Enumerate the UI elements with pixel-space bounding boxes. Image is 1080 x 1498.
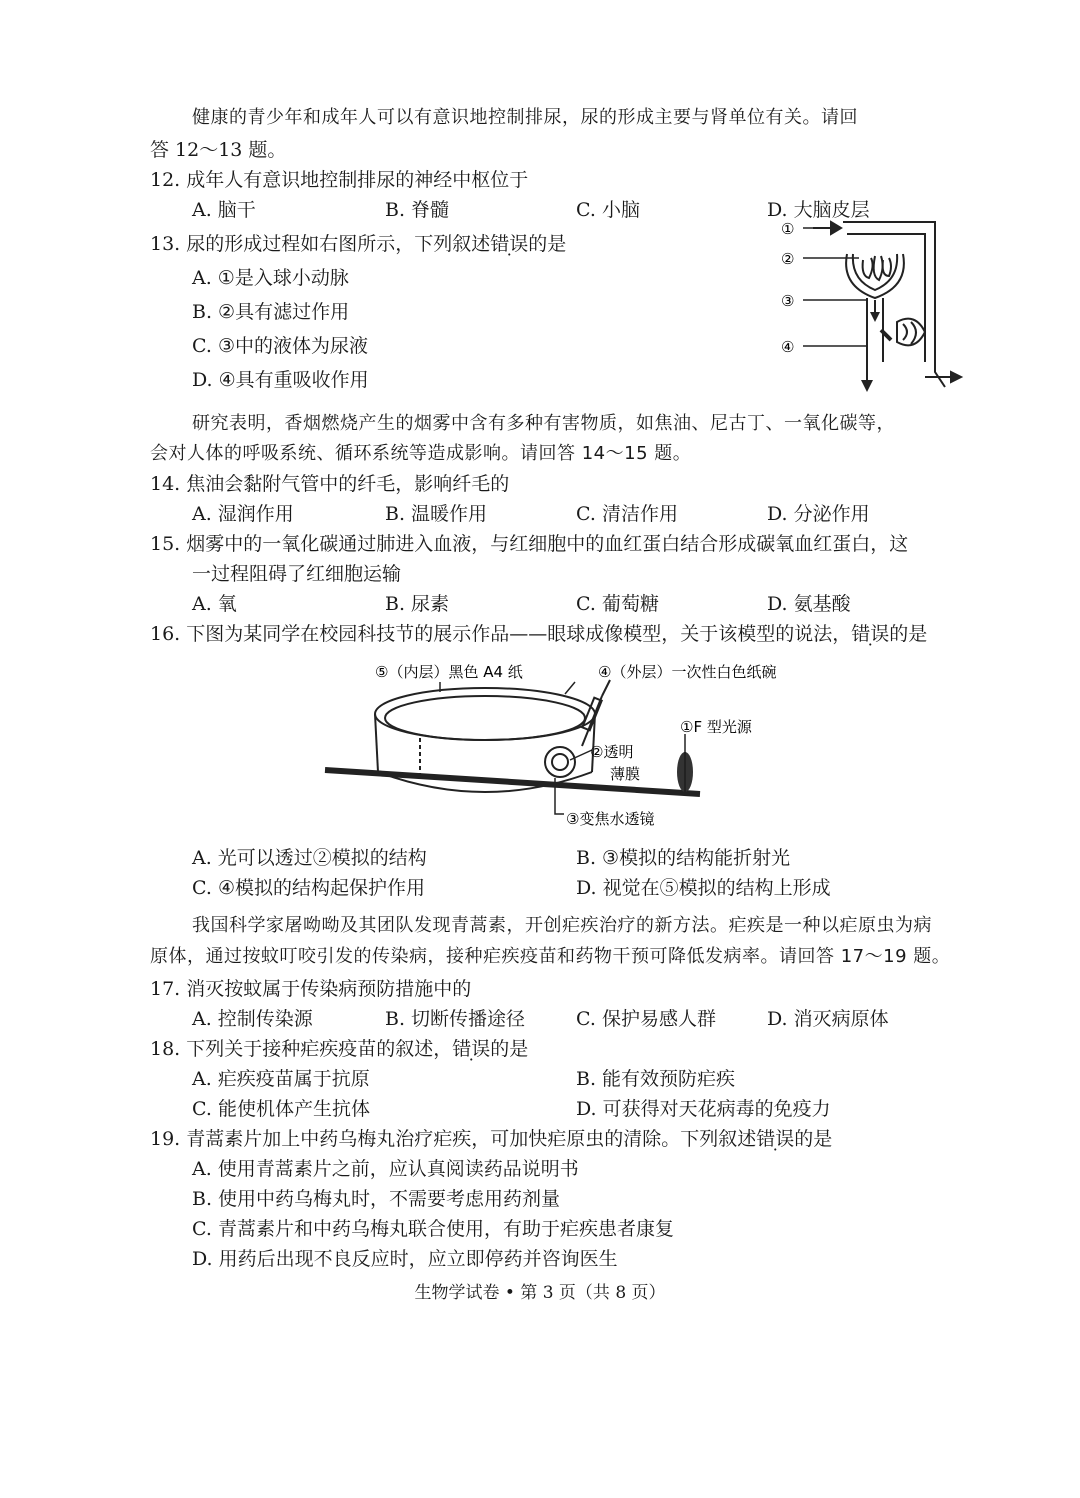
q19-option-d: D. 用药后出现不良反应时，应立即停药并咨询医生 bbox=[192, 1248, 618, 1270]
q19-stem-emphasis: 错误 bbox=[756, 1128, 795, 1150]
eye-label-1: ①F 型光源 bbox=[680, 718, 752, 736]
q16-option-d: D. 视觉在⑤模拟的结构上形成 bbox=[576, 877, 831, 899]
question-15-stem-line1: 15. 烟雾中的一氧化碳通过肺进入血液，与红细胞中的血红蛋白结合形成碳氧血红蛋白，这 bbox=[150, 533, 909, 555]
question-16-stem bbox=[150, 620, 927, 648]
passage-intro-17-19-line2: 原体，通过按蚊叮咬引发的传染病，接种疟疾疫苗和药物干预可降低发病率。请回答 17～19 题。 bbox=[150, 946, 951, 967]
q16-stem-pre: 16. 下图为某同学在校园科技节的展示作品——眼球成像模型，关于该模型的说法， bbox=[150, 623, 852, 645]
passage-intro-12-13-line1: 健康的青少年和成年人可以有意识地控制排尿，尿的形成主要与肾单位有关。请回 bbox=[192, 107, 858, 128]
q16-option-b: B. ③模拟的结构能折射光 bbox=[576, 847, 791, 869]
page-footer: 生物学试卷 • 第 3 页（共 8 页） bbox=[414, 1283, 666, 1303]
q13-stem-post: 的是 bbox=[528, 233, 567, 255]
eye-label-5: ⑤（内层）黑色 A4 纸 bbox=[375, 663, 523, 681]
q19-option-a: A. 使用青蒿素片之前，应认真阅读药品说明书 bbox=[192, 1158, 579, 1180]
question-12-stem: 12. 成年人有意识地控制排尿的神经中枢位于 bbox=[150, 169, 529, 191]
q13-option-c: C. ③中的液体为尿液 bbox=[192, 335, 368, 357]
eye-label-2-line1: ②透明 bbox=[590, 743, 634, 761]
q16-stem-emphasis: 错误 bbox=[851, 623, 890, 645]
q17-option-b: B. 切断传播途径 bbox=[385, 1008, 526, 1030]
q19-stem-pre: 19. 青蒿素片加上中药乌梅丸治疗疟疾，可加快疟原虫的清除。下列叙述 bbox=[150, 1128, 757, 1150]
q12-option-d: D. 大脑皮层 bbox=[767, 199, 870, 221]
q13-stem-pre: 13. 尿的形成过程如右图所示，下列叙述 bbox=[150, 233, 491, 255]
eye-label-3: ③变焦水透镜 bbox=[566, 810, 655, 828]
q12-option-a: A. 脑干 bbox=[192, 199, 256, 221]
q15-option-a: A. 氧 bbox=[192, 593, 237, 615]
q15-option-b: B. 尿素 bbox=[385, 593, 450, 615]
q12-option-c: C. 小脑 bbox=[576, 199, 640, 221]
q19-option-b: B. 使用中药乌梅丸时，不需要考虑用药剂量 bbox=[192, 1188, 561, 1210]
q17-option-a: A. 控制传染源 bbox=[192, 1008, 313, 1030]
q19-stem-post: 的是 bbox=[794, 1128, 833, 1150]
question-15-stem-line2: 一过程阻碍了红细胞运输 bbox=[192, 563, 402, 585]
question-14-stem: 14. 焦油会黏附气管中的纤毛，影响纤毛的 bbox=[150, 473, 510, 495]
q15-option-d: D. 氨基酸 bbox=[767, 593, 851, 615]
q18-option-a: A. 疟疾疫苗属于抗原 bbox=[192, 1068, 370, 1090]
q17-option-c: C. 保护易感人群 bbox=[576, 1008, 716, 1030]
q14-option-d: D. 分泌作用 bbox=[767, 503, 870, 525]
q13-option-b: B. ②具有滤过作用 bbox=[192, 301, 350, 323]
eye-model-diagram bbox=[320, 652, 800, 840]
q14-option-a: A. 湿润作用 bbox=[192, 503, 294, 525]
q13-option-d: D. ④具有重吸收作用 bbox=[192, 369, 369, 391]
q13-stem-emphasis: 错误 bbox=[490, 233, 529, 255]
eye-label-4: ④（外层）一次性白色纸碗 bbox=[598, 663, 777, 681]
q16-stem-post: 的是 bbox=[889, 623, 928, 645]
nephron-label-4: ④ bbox=[781, 338, 795, 356]
q18-stem-emphasis: 错误 bbox=[452, 1038, 491, 1060]
question-18-stem bbox=[150, 1035, 528, 1063]
q14-option-c: C. 清洁作用 bbox=[576, 503, 678, 525]
q19-option-c: C. 青蒿素片和中药乌梅丸联合使用，有助于疟疾患者康复 bbox=[192, 1218, 674, 1240]
q18-option-c: C. 能使机体产生抗体 bbox=[192, 1098, 370, 1120]
q18-option-d: D. 可获得对天花病毒的免疫力 bbox=[576, 1098, 831, 1120]
question-13-stem bbox=[150, 230, 566, 258]
question-19-stem bbox=[150, 1125, 832, 1153]
q16-option-c: C. ④模拟的结构起保护作用 bbox=[192, 877, 425, 899]
q18-stem-pre: 18. 下列关于接种疟疾疫苗的叙述， bbox=[150, 1038, 453, 1060]
q18-stem-post: 的是 bbox=[490, 1038, 529, 1060]
q16-option-a: A. 光可以透过②模拟的结构 bbox=[192, 847, 427, 869]
passage-intro-14-15-line1: 研究表明，香烟燃烧产生的烟雾中含有多种有害物质，如焦油、尼古丁、一氧化碳等， bbox=[192, 413, 895, 434]
nephron-label-3: ③ bbox=[781, 292, 795, 310]
passage-intro-12-13-line2: 答 12～13 题。 bbox=[150, 139, 287, 161]
nephron-label-1: ① bbox=[781, 220, 795, 238]
q13-option-a: A. ①是入球小动脉 bbox=[192, 267, 349, 289]
q15-option-c: C. 葡萄糖 bbox=[576, 593, 659, 615]
question-17-stem: 17. 消灭按蚊属于传染病预防措施中的 bbox=[150, 978, 472, 1000]
q18-option-b: B. 能有效预防疟疾 bbox=[576, 1068, 736, 1090]
eye-label-2-line2: 薄膜 bbox=[610, 765, 641, 783]
passage-intro-14-15-line2: 会对人体的呼吸系统、循环系统等造成影响。请回答 14～15 题。 bbox=[150, 443, 692, 464]
nephron-label-2: ② bbox=[781, 250, 795, 268]
q17-option-d: D. 消灭病原体 bbox=[767, 1008, 889, 1030]
q12-option-b: B. 脊髓 bbox=[385, 199, 450, 221]
passage-intro-17-19-line1: 我国科学家屠呦呦及其团队发现青蒿素，开创疟疾治疗的新方法。疟疾是一种以疟原虫为病 bbox=[192, 915, 932, 936]
q14-option-b: B. 温暖作用 bbox=[385, 503, 488, 525]
nephron-diagram bbox=[775, 212, 970, 402]
